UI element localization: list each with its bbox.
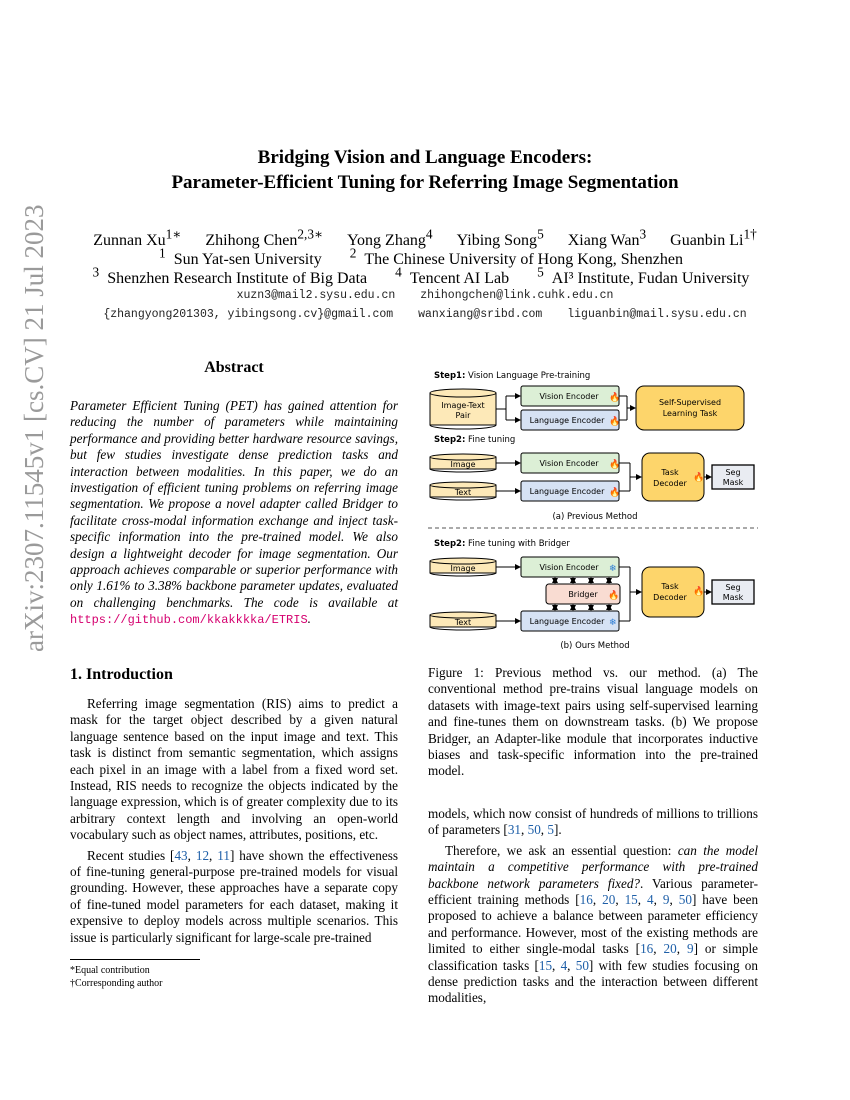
flame-icon: 🔥 [693,473,705,483]
flame-icon: 🔥 [609,393,621,403]
svg-text:Text: Text [454,488,472,497]
step2b-label: Step2: Fine tuning with Bridger [434,539,570,549]
body-paragraph: Therefore, we ask an essential question: can the model maintain a competitive performance with pre-trained backbone network parameters fixed?. Various parameter-efficient training methods [16, 20, 15, 4, 9, 50] have been proposed to achieve a balance between parameter efficiency and performance. However, most of the existing methods are limited to either single-modal tasks [16, 20, 9] or simple classification tasks [15, 4, 50] with few studies focusing on dense prediction tasks and the interaction between different modalities, [428,842,759,1006]
step2-label: Step2: Fine tuning [434,435,516,445]
affiliations-line2: $^3$ Shenzhen Research Institute of Big Data $^4$ Tencent AI Lab $^5$ AI³ Institute, Fudan University [92,265,750,288]
author: Xiang Wan$^3$ [567,227,647,250]
paper-title-line2: Parameter-Efficient Tuning for Referring Image Segmentation [171,172,679,193]
footnote-rule [70,959,200,960]
svg-text:Mask: Mask [722,478,744,487]
intro-heading: 1. Introduction [70,666,173,683]
flame-icon: 🔥 [609,417,621,427]
step1-label: Step1: Vision Language Pre-training [434,371,591,381]
svg-text:Vision Encoder: Vision Encoder [539,459,599,468]
author: Zunnan $Xu^{1∗}$ [93,227,182,250]
citation[interactable]: 50 [527,822,541,838]
right-column [428,806,758,1011]
author: Guanbin $Li^{1\dagger}$ [670,227,757,250]
citation[interactable]: 31 [507,822,522,838]
svg-text:Text: Text [454,618,472,627]
author: Zhihong Chen$^{2,3∗}$ [205,227,324,250]
abstract-body: Parameter Efficient Tuning (PET) has gained attention for reducing the number of parameters while maintaining performance and providing better hardware resource savings, but few studies investigate dense prediction tasks and interaction between modalities. In this paper, we do an investigation of efficient tuning problems on referring image segmentation. We propose a novel adapter called Bridger to facilitate cross-modal information exchange and inject task-specific information into the pre-trained model. We also design a lightweight decoder for image segmentation. Our approach achieves comparable or superior performance with only 1.61% to 3.38% backbone parameter updates, evaluated on challenging benchmarks. The code is available at https://github.com/kkakkkka/ETRIS. [70,398,398,628]
footnote: *Equal contribution [70,965,150,976]
citation[interactable]: 15 [624,892,638,908]
svg-text:Image: Image [450,460,476,469]
svg-text:Language Encoder: Language Encoder [529,617,605,626]
citation[interactable]: 16 [640,941,654,957]
code-link[interactable]: https://github.com/kkakkkka/ETRIS [70,613,308,628]
figure-1-diagram [425,362,765,657]
subcaption-b: (b) Ours Method [560,641,630,651]
text-cylinder-b [430,612,496,630]
svg-text:Seg: Seg [725,468,741,477]
citation[interactable]: 11 [217,847,230,863]
text-cylinder-a [430,482,496,500]
svg-text:Task: Task [661,582,679,591]
citation[interactable]: 43 [174,847,188,863]
body-paragraph: models, which now consist of hundreds of millions to trillions of parameters [31, 50, 5]. [428,806,758,838]
intro-paragraph-2: Recent studies [43, 12, 11] have shown the effectiveness of fine-tuning general-purpose pre-trained models for visual grounding. However, these approaches have a separate copy of fine-tuned model parameters for each dataset, making it expensive to deploy models across multiple scenarios. This issue is particularly significant for large-scale pre-trained [70,847,398,945]
svg-text:Seg: Seg [725,583,741,592]
footnotes [70,964,270,990]
svg-text:Decoder: Decoder [653,479,687,488]
citation[interactable]: 5 [547,822,554,838]
author: Yong Zhang$^4$ [347,227,433,250]
citation[interactable]: 16 [579,892,593,908]
intro-column [70,696,398,950]
citation[interactable]: 20 [663,941,677,957]
figure-caption: Figure 1: Previous method vs. our method. (a) The conventional method pre-trains visual language models on datasets with image-text pairs using self-supervised learning and fine-tunes them on downstream tasks. (b) We propose Bridger, an Adapter-like module that incorporates inductive biases and task-specific information into the pre-trained model. [428,665,758,779]
author: Yibing Song$^5$ [456,227,544,250]
svg-text:Pair: Pair [455,411,471,420]
svg-text:Self-Supervised: Self-Supervised [658,398,722,407]
vision-encoder-label: Vision Encoder [539,392,599,401]
email[interactable]: zhihongchen@link.cuhk.edu.cn [420,289,614,302]
abstract-heading: Abstract [204,359,264,376]
svg-text:Learning Task: Learning Task [662,409,718,418]
svg-text:Decoder: Decoder [653,593,687,602]
image-text-pair-cylinder [430,389,496,429]
emails-line2 [0,305,850,325]
citation[interactable]: 20 [602,892,616,908]
citation[interactable]: 9 [686,941,694,957]
subcaption-a: (a) Previous Method [552,512,638,522]
email[interactable]: {zhangyong201303, yibingsong.cv}@gmail.com [103,308,394,321]
svg-text:Task: Task [661,468,679,477]
paper-title-line1: Bridging Vision and Language Encoders: [257,147,593,168]
email[interactable]: wanxiang@sribd.com [418,308,543,321]
language-encoder-label: Language Encoder [529,416,605,425]
ssl-task-box [636,386,744,430]
svg-text:Image-Text: Image-Text [441,401,485,410]
email[interactable]: xuzn3@mail2.sysu.edu.cn [236,289,396,302]
intro-paragraph: Referring image segmentation (RIS) aims to predict a mask for the target object described by a given natural language sentence based on the input image and text. This task is distinct from semantic segmentation, which assigns each pixel in an image with a label from a fixed word set. Instead, RIS needs to recognize the objects indicated by the language expression, which is of greater complexity due to its arbitrary context length and involving an open-world vocabulary such as object names, attributes, positions, etc. [70,696,398,843]
footnote: †Corresponding author [70,978,163,989]
flame-icon: 🔥 [609,460,621,470]
svg-text:Vision Encoder: Vision Encoder [539,563,599,572]
snowflake-icon: ❄ [609,564,617,574]
citation[interactable]: 9 [662,892,670,908]
svg-text:Bridger: Bridger [568,590,598,599]
emails-line1 [0,286,850,306]
citation[interactable]: 4 [647,892,654,908]
citation[interactable]: 15 [538,957,553,973]
citation[interactable]: 50 [678,892,692,908]
affiliations-line1: $^1$ Sun Yat-sen University $^2$ The Chinese University of Hong Kong, Shenzhen [159,246,683,269]
flame-icon: 🔥 [609,488,621,498]
flame-icon: 🔥 [693,587,705,597]
citation[interactable]: 12 [195,847,210,863]
arxiv-stamp: arXiv:2307.11545v1 [cs.CV] 21 Jul 2023 [19,204,49,652]
image-cylinder-b [430,558,496,576]
svg-text:Image: Image [450,564,476,573]
citation[interactable]: 4 [560,957,568,973]
svg-text:Mask: Mask [722,593,744,602]
snowflake-icon: ❄ [609,618,617,628]
email[interactable]: liguanbin@mail.sysu.edu.cn [567,308,747,321]
citation[interactable]: 50 [575,957,589,973]
flame-icon: 🔥 [608,591,620,601]
svg-text:Language Encoder: Language Encoder [529,487,605,496]
image-cylinder-a [430,454,496,472]
